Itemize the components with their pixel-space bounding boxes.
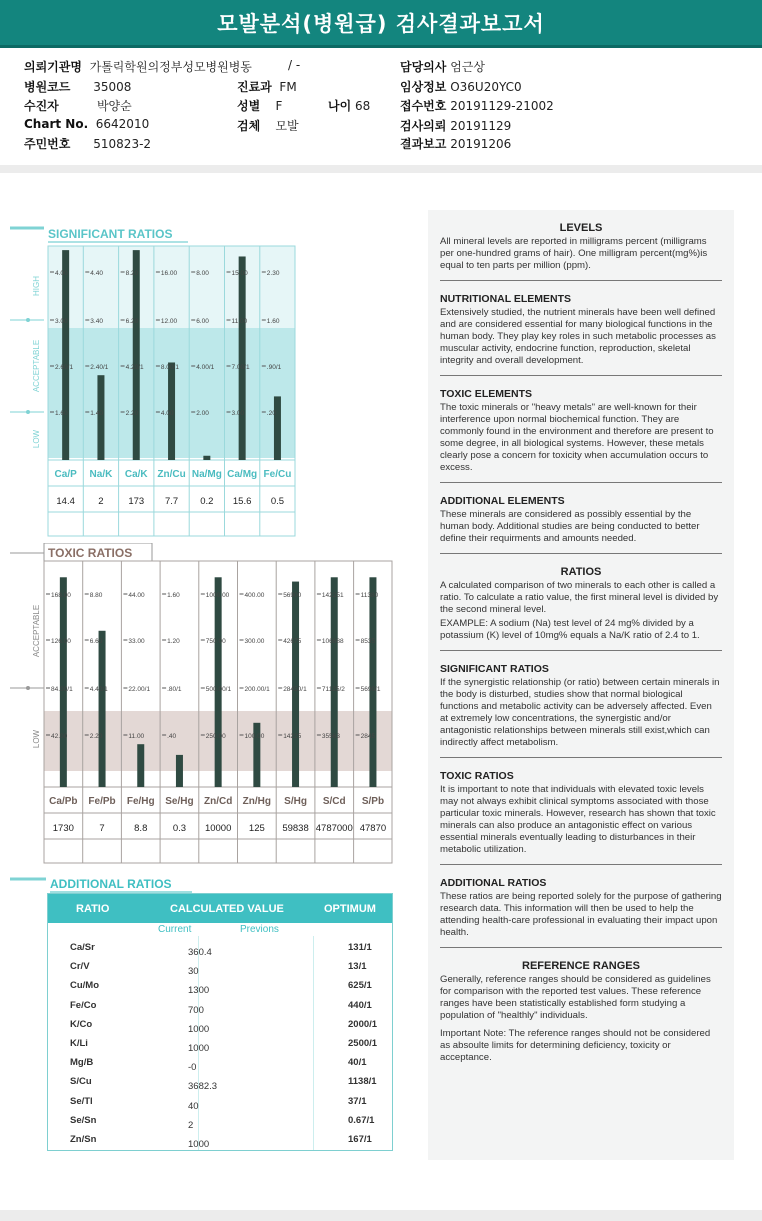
sig-tick-label: 3.00 xyxy=(231,410,245,417)
ratios-title: RATIOS xyxy=(560,566,602,578)
add-optimum-value: 1138/1 xyxy=(348,1076,377,1088)
tox-tick-label: 200.00/1 xyxy=(244,686,270,693)
request-label: 검사의뢰 xyxy=(400,119,447,133)
toxic-elements-text: The toxic minerals or "heavy metals" are well-known for their interference upon normal biochemical function. They are commonly found in the environment and therefore are present to some degree, in all biological systems. However, these metals clearly pose a concern for toxicity when accumulation occurs to excess. xyxy=(440,402,714,473)
add-table-header xyxy=(48,894,392,923)
sig-tick-label: 2.00 xyxy=(196,410,209,417)
add-optimum-value: 625/1 xyxy=(348,980,372,992)
institution-value: 가톨릭학원의정부성모병원병동 xyxy=(89,60,252,74)
tox-tick-label: 2.20 xyxy=(89,733,103,740)
receipt-row xyxy=(400,97,554,114)
patient-value: 박양순 xyxy=(96,99,132,113)
add-table-row xyxy=(48,1057,392,1076)
add-table-row xyxy=(48,1076,392,1095)
add-ratio-name: Zn/Sn xyxy=(70,1134,97,1145)
sig-tick-label: 15.00 xyxy=(231,270,248,277)
tox-tick-label: 106688 xyxy=(321,638,344,645)
sig-col-value-2: 173 xyxy=(128,496,145,507)
ref-text: Generally, reference ranges should be considered as guidelines for comparison with the reported test values. These reference ranges have been statistically established form studying a population of "healthly" individuals. xyxy=(440,974,711,1021)
sex-row xyxy=(237,97,282,114)
add-table-row xyxy=(48,1115,392,1134)
add-table-row xyxy=(48,1096,392,1115)
divider xyxy=(440,482,722,483)
tox-tick-label: 42.00 xyxy=(51,733,68,740)
divider xyxy=(440,757,722,758)
tox-tick-label: 14225 xyxy=(283,733,302,740)
sig-zone-low: LOW xyxy=(32,429,41,449)
sig-col-name-5: Ca/Mg xyxy=(227,469,258,480)
report-title: 모발분석(병원급) 검사결과보고서 xyxy=(0,0,762,48)
tox-col-value-2: 8.8 xyxy=(134,823,148,834)
clinical-info-row xyxy=(400,78,522,95)
tox-bar-7 xyxy=(331,577,338,787)
nutritional-title: NUTRITIONAL ELEMENTS xyxy=(440,293,572,305)
sig-tick-label: 12.00 xyxy=(160,318,178,325)
sig-tick-label: 16.00 xyxy=(160,270,178,277)
add-current-value: 40 xyxy=(188,1100,199,1112)
report-date-label: 결과보고 xyxy=(400,137,447,151)
tox-col-name-4: Zn/Cd xyxy=(203,796,233,807)
tox-tick-label: 5690/1 xyxy=(360,686,381,693)
tox-tick-label: 1.60 xyxy=(167,592,180,599)
tox-tick-label: 400.00 xyxy=(244,592,265,599)
tox-tick-label: 33.00 xyxy=(128,638,145,645)
tox-bar-4 xyxy=(215,577,222,787)
add-current-value: 1000 xyxy=(188,1023,210,1035)
hospital-code-value: 35008 xyxy=(93,80,132,94)
sig-zone-acceptable: ACCEPTABLE xyxy=(32,339,41,393)
dept-value: FM xyxy=(279,80,297,94)
sig-col-name-3: Zn/Cu xyxy=(157,469,186,480)
additional-elements-text: These minerals are considered as possibly essential by the human body. Additional studies are being conducted to better define their requirments and amounts needed. xyxy=(440,509,700,544)
tox-col-value-3: 0.3 xyxy=(172,823,187,834)
tox-col-name-3: Se/Hg xyxy=(165,796,194,807)
tox-tick-label: 100.00 xyxy=(244,733,265,740)
tox-tick-label: 126.00 xyxy=(51,638,71,645)
request-value: 20191129 xyxy=(450,119,512,133)
sig-bar-5 xyxy=(239,256,246,460)
tox-tick-label: 142251 xyxy=(321,592,344,599)
sig-col-name-4: Na/Mg xyxy=(191,469,222,480)
add-optimum-value: 2500/1 xyxy=(348,1038,378,1049)
col-optimum-header: OPTIMUM xyxy=(324,903,376,915)
sig-bar-0 xyxy=(62,250,69,460)
tox-zone-low: LOW xyxy=(32,729,41,749)
ratios-text: A calculated comparison of two minerals to each other is called a ratio. To calculate a ratio value, the first mineral level is divided by the second mineral level. xyxy=(440,580,719,615)
add-optimum-value: 2000/1 xyxy=(348,1018,378,1030)
add-title: ADDITIONAL RATIOS xyxy=(50,877,172,891)
ref-title: REFERENCE RANGES xyxy=(522,960,640,972)
tox-tick-label: 1.20 xyxy=(167,638,180,645)
add-current-value: 30 xyxy=(188,966,199,978)
sig-tick-label: 7.00/1 xyxy=(231,364,250,371)
patient-label: 수진자 xyxy=(24,99,59,113)
tox-tick-label: 84.00/1 xyxy=(51,686,73,693)
tox-tick-label: 42675 xyxy=(283,638,302,645)
sig-tick-label: 2.40/1 xyxy=(90,364,109,371)
add-optimum-value: 131/1 xyxy=(348,942,372,953)
sig-col-value-1: 2 xyxy=(98,496,104,507)
sig-tick-label: .20 xyxy=(266,410,276,417)
sig-tick-label: 6.00 xyxy=(196,318,209,325)
doctor-label: 담당의사 xyxy=(400,60,447,74)
add-current-value: 1000 xyxy=(188,1043,210,1054)
sig-tick-label: 8.00/1 xyxy=(160,364,179,371)
tox-col-name-8: S/Pb xyxy=(361,796,385,807)
institution-label: 의뢰기관명 xyxy=(24,60,82,74)
hospital-code-row xyxy=(24,78,131,95)
additional-elements-title: ADDITIONAL ELEMENTS xyxy=(440,495,565,507)
sig-col-value-0: 14.4 xyxy=(56,496,75,507)
sig-tick-label: 3.00 xyxy=(55,318,68,325)
doctor-value: 엄근상 xyxy=(450,60,485,74)
tox-tick-label: 71125/2 xyxy=(321,686,345,693)
sig-tick-label: 1.40 xyxy=(90,410,103,417)
sig-info-title: SIGNIFICANT RATIOS xyxy=(440,663,549,675)
clinical-info-label: 임상정보 xyxy=(400,80,447,94)
tox-tick-label: 500.00/1 xyxy=(205,686,232,693)
tox-col-value-7: 4787000 xyxy=(315,823,353,834)
ward-value: / - xyxy=(288,58,301,72)
sig-tick-label: 1.60 xyxy=(55,410,68,417)
tox-tick-label: 22.00/1 xyxy=(128,686,151,693)
tox-info-text: It is important to note that individuals with elevated toxic levels may not always exhibit clinical symptoms associated with those particular toxic minerals. However, research has shown that toxic minerals can also produce an antagonistic effect on various essential minerals eventually leading to disturbances in their metabolic utilization. xyxy=(440,784,716,855)
clinical-info-value: O36U20YC0 xyxy=(450,80,522,94)
tox-bar-1 xyxy=(99,631,106,787)
add-table-row xyxy=(48,1000,392,1019)
age-row xyxy=(328,97,370,114)
tox-col-value-8: 47870 xyxy=(359,823,387,834)
sig-bar-1 xyxy=(97,375,104,460)
add-optimum-value: 40/1 xyxy=(348,1057,367,1069)
tox-tick-label: 28450/1 xyxy=(283,686,307,693)
sig-col-name-2: Ca/K xyxy=(124,469,148,480)
add-title-graphic xyxy=(8,873,398,895)
specimen-label: 검체 xyxy=(237,119,261,133)
tox-tick-label: 35563 xyxy=(321,733,340,740)
report-date-value: 20191206 xyxy=(450,137,512,151)
add-ratio-name: Se/Sn xyxy=(70,1114,97,1126)
id-value: 510823-2 xyxy=(93,137,152,151)
add-info-text: These ratios are being reported solely for the purpose of gathering research data. This information will then be used to help the attending health-care professional in evaluating their impact upon health. xyxy=(440,891,722,938)
sig-bar-4 xyxy=(203,456,210,460)
add-current-value: 2 xyxy=(188,1119,194,1131)
levels-text: All mineral levels are reported in milligrams percent (milligrams per one-hundred grams of hair). One milligram percent(mg%)is equal to ten parts per million (ppm). xyxy=(440,236,708,271)
col-current-header: Current xyxy=(158,924,192,935)
tox-col-name-7: S/Cd xyxy=(322,796,346,807)
sig-col-value-6: 0.5 xyxy=(270,496,285,507)
tox-bar-0 xyxy=(60,577,67,787)
add-table-row xyxy=(48,942,392,961)
toxic-elements-title: TOXIC ELEMENTS xyxy=(440,388,532,400)
add-info-title: ADDITIONAL RATIOS xyxy=(440,877,547,889)
tox-tick-label: 8.80 xyxy=(89,592,103,599)
tox-tick-label: 750.00 xyxy=(205,638,226,645)
tox-title: TOXIC RATIOS xyxy=(48,546,133,560)
sig-tick-label: 2.30 xyxy=(266,270,280,277)
chart-label: Chart No. xyxy=(24,117,89,131)
tox-col-name-2: Fe/Hg xyxy=(126,796,155,807)
sig-tick-label: 11.00 xyxy=(231,318,248,325)
info-panel xyxy=(428,210,734,1160)
tox-tick-label: .80/1 xyxy=(167,686,182,693)
sig-tick-label: .90/1 xyxy=(266,364,282,371)
sig-col-value-4: 0.2 xyxy=(200,496,214,507)
add-current-value: 360.4 xyxy=(188,947,212,958)
sig-col-name-0: Ca/P xyxy=(54,469,77,480)
age-value: 68 xyxy=(355,99,371,113)
sig-tick-label: 8.00 xyxy=(196,270,209,277)
age-label: 나이 xyxy=(328,99,352,113)
tox-tick-label: 250.00 xyxy=(205,733,226,740)
sig-col-value-5: 15.6 xyxy=(232,496,252,507)
add-current-value: 700 xyxy=(188,1004,204,1016)
dept-row xyxy=(237,78,297,95)
sig-tick-label: 4.20/1 xyxy=(125,364,144,371)
ratios-example: EXAMPLE: A sodium (Na) test level of 24 mg% divided by a potassium (K) level of 10mg% equals a Na/K ratio of 2.4 to 1. xyxy=(440,618,700,641)
add-ratio-name: Cu/Mo xyxy=(70,980,100,992)
sig-tick-label: 6.20 xyxy=(125,318,139,325)
add-table-row xyxy=(48,980,392,999)
tox-tick-label: 4.40/1 xyxy=(89,686,108,693)
significant-ratios-chart xyxy=(8,224,398,544)
chart-row xyxy=(24,117,149,131)
tox-tick-label: 44.00 xyxy=(128,592,145,599)
specimen-value: 모발 xyxy=(275,119,299,133)
receipt-label: 접수번호 xyxy=(400,99,447,113)
tox-tick-label: 168.00 xyxy=(51,592,71,599)
id-label: 주민번호 xyxy=(24,137,71,151)
dept-label: 진료과 xyxy=(237,80,272,94)
header-separator xyxy=(0,165,762,173)
add-ratio-name: K/Li xyxy=(70,1038,88,1049)
sig-col-name-6: Fe/Cu xyxy=(263,469,292,480)
hospital-code-label: 병원코드 xyxy=(24,80,71,94)
tox-col-name-0: Ca/Pb xyxy=(49,796,78,807)
col-calc-header: CALCULATED VALUE xyxy=(170,903,284,915)
sig-info-text: If the synergistic relationship (or ratio) between certain minerals in the body is disturbed, studies show that normal biological functions and metabolic activity can be adversely affected. Even at extremely low concentrations, the synergistic and/or antagonistic relationships between minerals still exist,which can indirectly affect metabolism. xyxy=(440,677,720,748)
patient-row xyxy=(24,97,132,114)
tox-col-value-1: 7 xyxy=(99,823,105,834)
divider xyxy=(440,375,722,376)
tox-col-name-6: S/Hg xyxy=(284,796,307,807)
add-current-value: 3682.3 xyxy=(188,1081,218,1093)
add-ratio-name: Cr/V xyxy=(70,961,90,973)
chart-value: 6642010 xyxy=(95,117,150,131)
tox-col-value-5: 125 xyxy=(248,823,265,834)
add-ratio-name: Mg/B xyxy=(70,1057,94,1069)
institution-row xyxy=(24,58,252,75)
tox-tick-label: 11.00 xyxy=(128,733,145,740)
sig-tick-label: 2.20 xyxy=(125,410,139,417)
add-optimum-value: 37/1 xyxy=(348,1095,367,1107)
sig-col-name-1: Na/K xyxy=(89,469,113,480)
report-date-row xyxy=(400,135,511,152)
col-ratio-header: RATIO xyxy=(76,903,110,915)
sig-tick-label: 4.00/1 xyxy=(196,364,215,371)
add-table-row xyxy=(48,1038,392,1057)
sig-tick-label: 2.60/1 xyxy=(55,364,74,371)
tox-col-value-0: 1730 xyxy=(52,823,74,834)
tox-tick-label: .40 xyxy=(167,733,177,740)
tox-col-value-6: 59838 xyxy=(282,823,309,834)
nutritional-text: Extensively studied, the nutrient minerals have been well defined and are considered essential for many biological functions in the human body. They play key roles in such metabolic processes as muscular activity, endocrine function, reproduction, skeletal integrity and overall development. xyxy=(440,307,716,366)
sig-bar-6 xyxy=(274,396,281,460)
add-optimum-value: 13/1 xyxy=(348,961,367,973)
divider xyxy=(440,553,722,554)
tox-bar-3 xyxy=(176,755,183,787)
toxic-ratios-chart xyxy=(8,543,398,868)
tox-tick-label: 11380 xyxy=(360,592,379,599)
divider xyxy=(440,650,722,651)
tox-tick-label: 6.60 xyxy=(89,638,103,645)
tox-col-name-1: Fe/Pb xyxy=(88,796,116,807)
tox-bar-6 xyxy=(292,582,299,787)
sig-bar-2 xyxy=(133,250,140,460)
add-ratio-name: Se/Tl xyxy=(70,1095,93,1107)
sig-tick-label: 4.00 xyxy=(160,410,174,417)
add-ratio-name: Fe/Co xyxy=(70,999,97,1011)
add-table-row xyxy=(48,961,392,980)
sig-high-zone xyxy=(48,246,295,328)
tox-bar-2 xyxy=(137,744,144,787)
tox-col-value-4: 10000 xyxy=(204,823,232,834)
add-table-row xyxy=(48,1134,392,1153)
sex-value: F xyxy=(275,99,283,113)
tox-info-title: TOXIC RATIOS xyxy=(440,770,514,782)
add-optimum-value: 167/1 xyxy=(348,1134,372,1145)
tox-tick-label: 56900 xyxy=(283,592,302,599)
add-current-value: 1300 xyxy=(188,985,210,997)
add-ratio-name: Ca/Sr xyxy=(70,942,95,953)
tox-tick-label: 2845 xyxy=(360,733,376,740)
id-row xyxy=(24,135,151,152)
tox-acceptable-dot xyxy=(26,686,30,690)
sig-zone-high: HIGH xyxy=(32,276,41,296)
divider xyxy=(440,947,722,948)
request-row xyxy=(400,117,511,134)
sig-tick-label: 1.60 xyxy=(266,318,280,325)
sig-col-value-3: 7.7 xyxy=(164,496,179,507)
add-ratio-name: K/Co xyxy=(70,1018,93,1030)
tox-tick-label: 300.00 xyxy=(244,638,265,645)
add-table-row xyxy=(48,1019,392,1038)
tox-zone-acceptable: ACCEPTABLE xyxy=(32,604,41,658)
sig-acceptable-top-dot xyxy=(26,318,30,322)
sex-label: 성별 xyxy=(237,99,261,113)
bottom-strip xyxy=(0,1210,762,1221)
add-ratio-name: S/Cu xyxy=(70,1076,92,1088)
additional-ratios-table xyxy=(47,893,393,1151)
divider xyxy=(440,864,722,865)
receipt-value: 20191129-21002 xyxy=(450,99,554,113)
add-optimum-value: 0.67/1 xyxy=(348,1114,375,1126)
add-current-value: 1000 xyxy=(188,1139,210,1150)
doctor-row xyxy=(400,58,485,75)
tox-col-name-5: Zn/Hg xyxy=(242,796,272,807)
tox-tick-label: 1000.00 xyxy=(205,592,230,599)
ref-note: Important Note: The reference ranges should not be considered as absoulte limits for determining deficiency, toxicity or acceptance. xyxy=(440,1028,711,1063)
divider xyxy=(440,280,722,281)
sig-acceptable-bottom-dot xyxy=(26,410,30,414)
sig-tick-label: 3.40 xyxy=(90,318,103,325)
tox-tick-label: 8535 xyxy=(360,638,376,645)
specimen-row xyxy=(237,117,299,134)
levels-title: LEVELS xyxy=(559,222,603,234)
tox-bar-8 xyxy=(369,577,376,787)
sig-title: SIGNIFICANT RATIOS xyxy=(48,227,173,241)
add-optimum-value: 440/1 xyxy=(348,999,372,1011)
sig-tick-label: 8.20 xyxy=(125,270,139,277)
sig-tick-label: 4.40 xyxy=(90,270,103,277)
add-current-value: -0 xyxy=(188,1062,197,1074)
sig-tick-label: 4.00 xyxy=(55,270,68,277)
col-previous-header: Previons xyxy=(240,924,279,935)
